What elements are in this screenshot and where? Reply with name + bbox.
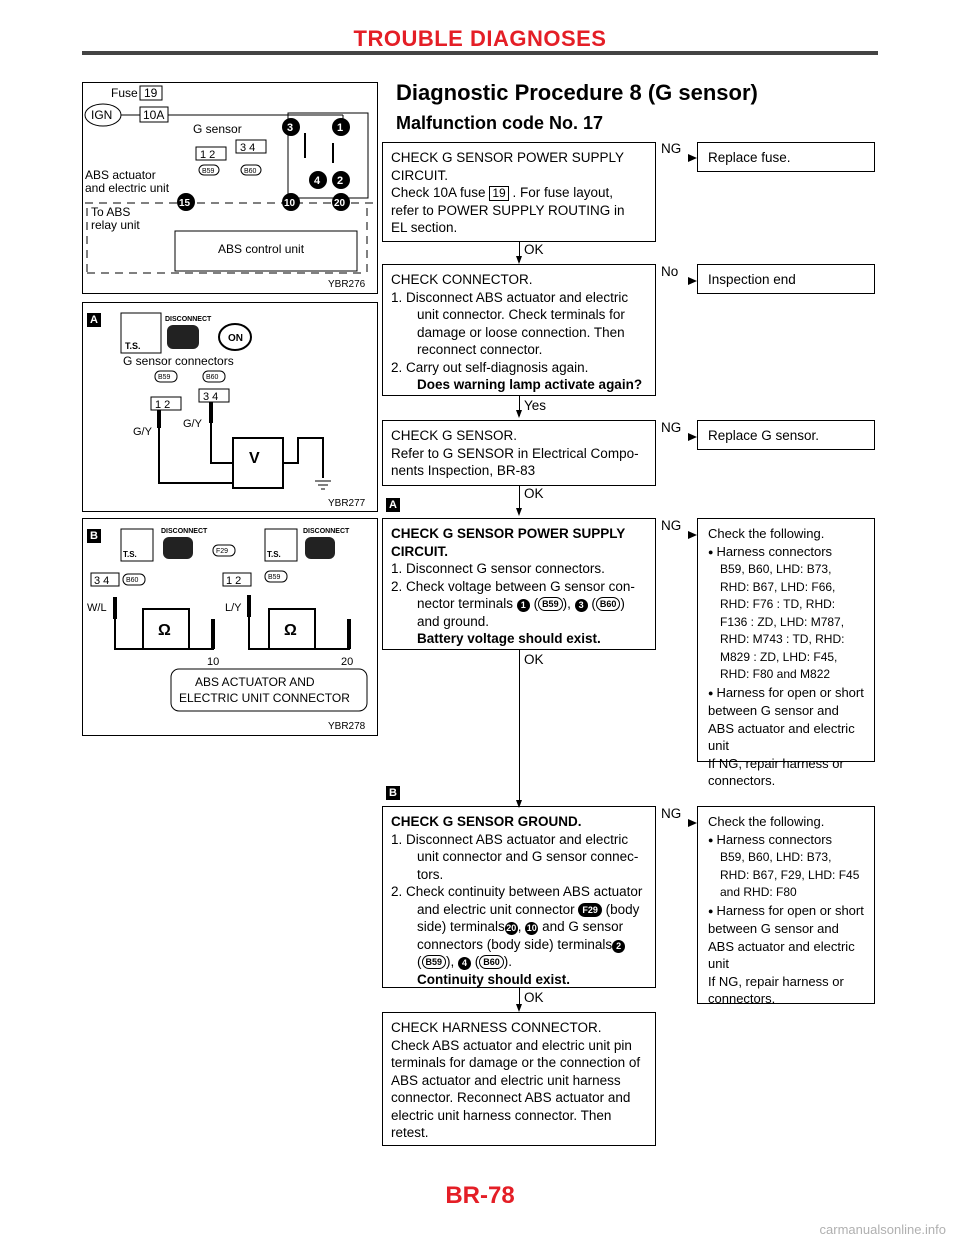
fig3-wire-b: L/Y xyxy=(225,602,242,614)
step1-line1: CHECK G SENSOR POWER SUPPLY xyxy=(391,150,625,165)
fig2-title: G sensor connectors xyxy=(123,354,234,368)
result-inspection-end: Inspection end xyxy=(697,264,875,294)
control-unit-label: ABS control unit xyxy=(218,242,305,256)
arrow-right-icon xyxy=(688,433,697,441)
figure-circuit xyxy=(82,82,378,294)
step2-title: CHECK CONNECTOR. xyxy=(391,272,533,287)
fig3-disconnect-2: DISCONNECT xyxy=(303,528,350,535)
step-check-g-sensor: CHECK G SENSOR. Refer to G SENSOR in Electrical Compo- nents Inspection, BR-83 xyxy=(382,420,656,486)
page-header-title: TROUBLE DIAGNOSES xyxy=(353,26,607,51)
arrow-right-icon xyxy=(688,154,697,162)
circuit-diagram xyxy=(83,83,377,293)
step-check-g-sensor-ground: CHECK G SENSOR GROUND. 1. Disconnect ABS actuator and electric unit connector and G sensor connec- tors. 2. Check continuity between ABS actuator and electric unit connector F29 (body side) terminals20 , 10 and G sensor connectors (body side) terminals 2 ( B59 ), 4 ( B60 ). Continuity should exist. xyxy=(382,806,656,988)
fuse-number: 19 xyxy=(144,86,158,100)
fig2-wire-b: G/Y xyxy=(183,418,202,430)
conn-b59: B59 xyxy=(202,168,215,175)
svg-text:4: 4 xyxy=(314,175,321,187)
gsensor-pins-b: 3 4 xyxy=(240,142,256,154)
step5-branch: NG xyxy=(661,806,682,821)
ign-label: IGN xyxy=(91,108,113,122)
continuity-diagram xyxy=(83,519,377,735)
step-check-power-supply xyxy=(382,142,656,242)
result-check-harness-2: Check the following. ● Harness connectors B59, B60, LHD: B73, RHD: B67, F29, LHD: F45 and RHD: F80 ● Harness for open or short between G sensor and ABS actuator and electric unit If NG, repair harness or connectors. xyxy=(697,806,875,1004)
figure-g-sensor-ground xyxy=(82,518,378,736)
fig3-unit-1: ABS ACTUATOR AND xyxy=(195,675,315,689)
step1-line2: CIRCUIT. xyxy=(391,167,448,183)
svg-text:10: 10 xyxy=(284,198,296,209)
watermark: carmanualsonline.info xyxy=(819,1222,946,1237)
harness-list-1: B59, B60, LHD: B73, RHD: B67, LHD: F66, RHD: F76 : TD, RHD: F136 : ZD, LHD: M787, RHD: M743 : TD, RHD: M829 : ZD, LHD: F45, RHD: F80 and M822 xyxy=(720,562,845,681)
disconnect-label: DISCONNECT xyxy=(165,316,212,323)
marker-a: A xyxy=(87,313,101,327)
step1-line5: EL section. xyxy=(391,220,458,235)
fig2-pins-b: 3 4 xyxy=(203,391,219,403)
svg-text:1: 1 xyxy=(337,122,344,134)
result-replace-fuse: Replace fuse. xyxy=(697,142,875,172)
marker-b-flow: B xyxy=(386,786,400,800)
page-title: Diagnostic Procedure 8 (G sensor) xyxy=(396,80,758,105)
step2-item2: 2. Carry out self-diagnosis again. xyxy=(391,359,589,375)
arrow-down-icon xyxy=(516,508,522,516)
conn-b60: B60 xyxy=(244,168,257,175)
gsensor-label: G sensor xyxy=(193,122,242,136)
step1-next: OK xyxy=(524,242,544,257)
fuse-number-box: 19 xyxy=(489,186,508,201)
arrow-down-icon xyxy=(516,410,522,418)
arrow-down-icon xyxy=(516,256,522,264)
fig3-t10: 10 xyxy=(207,656,220,668)
page-subtitle: Malfunction code No. 17 xyxy=(396,113,604,133)
step1-fuse-line: Check 10A fuse 19 . For fuse layout, xyxy=(391,185,613,200)
fig2-b60: B60 xyxy=(206,374,219,381)
step3-branch: NG xyxy=(661,420,682,435)
fig3-b60: B60 xyxy=(126,577,139,584)
step1-line4: refer to POWER SUPPLY ROUTING in xyxy=(391,202,625,218)
result-replace-g-sensor: Replace G sensor. xyxy=(697,420,875,450)
step1-branch: NG xyxy=(661,141,682,156)
fig3-pins-b: 3 4 xyxy=(94,575,110,587)
arrow-right-icon xyxy=(688,819,697,827)
svg-text:2: 2 xyxy=(337,175,344,187)
amp-label: 10A xyxy=(143,108,165,122)
fig3-code: YBR278 xyxy=(328,721,366,732)
fuse-label: Fuse xyxy=(111,86,138,100)
harness-list-2: B59, B60, LHD: B73, RHD: B67, F29, LHD: F45 and RHD: F80 xyxy=(720,850,860,899)
marker-a-flow: A xyxy=(386,498,400,512)
fig3-unit-2: ELECTRIC UNIT CONNECTOR xyxy=(179,691,350,705)
page-number: BR-78 xyxy=(445,1182,515,1209)
svg-text:15: 15 xyxy=(179,198,191,209)
fig3-wire-a: W/L xyxy=(87,602,107,614)
step4-branch: NG xyxy=(661,518,682,533)
fig1-code: YBR276 xyxy=(328,279,366,290)
arrow-right-icon xyxy=(688,277,697,285)
on-label: ON xyxy=(228,333,243,344)
fig2-code: YBR277 xyxy=(328,498,366,509)
arrow-right-icon xyxy=(688,531,697,539)
step4-next: OK xyxy=(524,652,544,667)
relay-label-2: relay unit xyxy=(91,218,140,232)
step-check-connector: CHECK CONNECTOR. 1. Disconnect ABS actuator and electric unit connector. Check terminals for damage or loose connection. Then reconnect connector. 2. Carry out self-diagnosis again. Does warning lamp activate again? xyxy=(382,264,656,396)
fig3-ts-2: T.S. xyxy=(267,550,281,559)
step2-branch: No xyxy=(661,264,679,279)
svg-text:3: 3 xyxy=(287,122,294,134)
ts-label: T.S. xyxy=(125,341,141,351)
figure-g-sensor-voltage xyxy=(82,302,378,512)
actuator-label-1: ABS actuator xyxy=(85,168,156,182)
fig3-pins-a: 1 2 xyxy=(226,575,242,587)
svg-text:20: 20 xyxy=(334,198,346,209)
fig3-ohm-2: Ω xyxy=(284,622,297,639)
fig2-meter: V xyxy=(249,450,260,467)
step2-question: Does warning lamp activate again? xyxy=(417,377,643,392)
step3-next: OK xyxy=(524,486,544,501)
fig3-f29: F29 xyxy=(216,548,229,555)
marker-b: B xyxy=(87,529,101,543)
relay-label-1: To ABS xyxy=(91,205,131,219)
fig3-disconnect-1: DISCONNECT xyxy=(161,528,208,535)
header-rule xyxy=(82,51,878,55)
fig3-ts-1: T.S. xyxy=(123,550,137,559)
voltage-diagram xyxy=(83,303,377,511)
fig3-t20: 20 xyxy=(341,656,354,668)
fig2-pins-a: 1 2 xyxy=(155,399,171,411)
fig2-wire-a: G/Y xyxy=(133,426,152,438)
fig3-b59: B59 xyxy=(268,574,281,581)
actuator-label-2: and electric unit xyxy=(85,181,170,195)
step-check-power-supply-circuit: CHECK G SENSOR POWER SUPPLY CIRCUIT. 1. Disconnect G sensor connectors. 2. Check voltage between G sensor con- nector terminals 1 ( B59 ), 3 ( B60 ) and ground. Battery voltage should exist. xyxy=(382,518,656,650)
result-check-harness-1: Check the following. ● Harness connectors B59, B60, LHD: B73, RHD: B67, LHD: F66, RHD: F76 : TD, RHD: F136 : ZD, LHD: M787, RHD: M743 : TD, RHD: M829 : ZD, LHD: F45, RHD: F80 and M822 ● Harness for open or short between G sensor and ABS actuator and electric unit If NG, repair harness or connectors. xyxy=(697,518,875,762)
gsensor-pins-a: 1 2 xyxy=(200,149,216,161)
step2-next: Yes xyxy=(524,398,547,413)
step-check-harness-connector: CHECK HARNESS CONNECTOR. Check ABS actuator and electric unit pin terminals for damage or the connection of ABS actuator and electric unit harness connector. Reconnect ABS actuator and electric unit harness connector. Then retest. xyxy=(382,1012,656,1146)
step2-item1: 1. Disconnect ABS actuator and electric xyxy=(391,289,629,305)
arrow-down-icon xyxy=(516,1004,522,1012)
fig3-ohm-1: Ω xyxy=(158,622,171,639)
step5-next: OK xyxy=(524,990,544,1005)
fig2-b59: B59 xyxy=(158,374,171,381)
